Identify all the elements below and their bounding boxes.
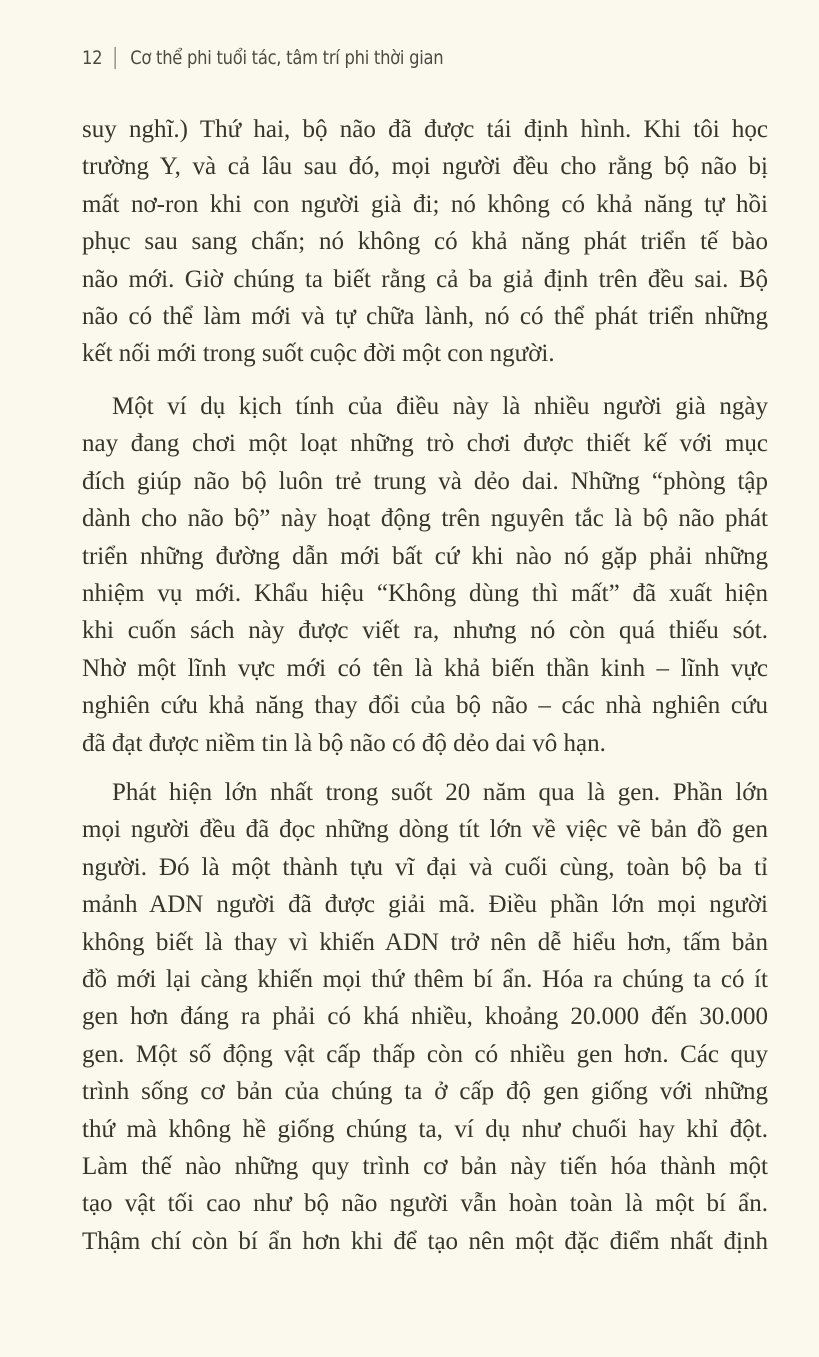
paragraph-2-line: khi cuốn sách này được viết ra, nhưng nó còn quá thiếu sót. [82,617,768,645]
paragraph-3-line: tạo vật tối cao như bộ não người vẫn hoàn toàn là một bí ẩn. [82,1190,768,1218]
page-number: 12 [82,47,103,69]
paragraph-3-line: đồ mới lại càng khiến mọi thứ thêm bí ẩn. Hóa ra chúng ta có ít [82,966,768,993]
paragraph-3-line: mảnh ADN người đã được giải mã. Điều phần lớn mọi người [82,891,768,919]
paragraph-3-line: Làm thế nào những quy trình cơ bản này tiến hóa thành một [82,1153,768,1180]
paragraph-2-line: Nhờ một lĩnh vực mới có tên là khả biến thần kinh – lĩnh vực [82,654,768,682]
paragraph-3-line: gen. Một số động vật cấp thấp còn có nhiều gen hơn. Các quy [82,1040,768,1068]
paragraph-2-line: đích giúp não bộ luôn trẻ trung và dẻo dai. Những “phòng tập [82,467,768,495]
paragraph-3-line: thứ mà không hề giống chúng ta, ví dụ như chuối hay khỉ đột. [82,1115,768,1143]
paragraph-3-line: gen hơn đáng ra phải có khá nhiều, khoảng 20.000 đến 30.000 [82,1003,768,1031]
paragraph-2-line: nhiệm vụ mới. Khẩu hiệu “Không dùng thì mất” đã xuất hiện [82,580,768,607]
paragraph-2-line: nghiên cứu khả năng thay đổi của bộ não – các nhà nghiên cứu [82,692,768,720]
paragraph-1-line: kết nối mới trong suốt cuộc đời một con người. [82,340,555,368]
paragraph-2-line: dành cho não bộ” này hoạt động trên nguyên tắc là bộ não phát [82,505,768,533]
paragraph-1-line: mất nơ-ron khi con người già đi; nó không có khả năng tự hồi [82,190,768,218]
paragraph-1-line: suy nghĩ.) Thứ hai, bộ não đã được tái định hình. Khi tôi học [82,116,768,143]
paragraph-2-line: Một ví dụ kịch tính của điều này là nhiều người già ngày [112,393,768,420]
paragraph-1-line: não có thể làm mới và tự chữa lành, nó có thể phát triển những [82,303,768,330]
paragraph-3-line: Phát hiện lớn nhất trong suốt 20 năm qua là gen. Phần lớn [112,779,768,806]
header-divider [114,47,115,69]
running-header [82,42,443,74]
paragraph-3-line: không biết là thay vì khiến ADN trở nên dễ hiểu hơn, tấm bản [82,928,768,956]
paragraph-2-line: triển những đường dẫn mới bất cứ khi nào nó gặp phải những [82,542,768,570]
running-title: Cơ thể phi tuổi tác, tâm trí phi thời gian [130,47,444,69]
paragraph-1-line: phục sau sang chấn; nó không có khả năng phát triển tế bào [82,228,768,256]
paragraph-3-line: người. Đó là một thành tựu vĩ đại và cuối cùng, toàn bộ ba tỉ [82,853,768,881]
paragraph-3-line: Thậm chí còn bí ẩn hơn khi để tạo nên một đặc điểm nhất định [82,1227,768,1255]
paragraph-1-line: não mới. Giờ chúng ta biết rằng cả ba giả định trên đều sai. Bộ [82,265,768,293]
paragraph-2-line: nay đang chơi một loạt những trò chơi được thiết kế với mục [82,430,768,458]
paragraph-3-line: trình sống cơ bản của chúng ta ở cấp độ gen giống với những [82,1078,768,1106]
paragraph-1-line: trường Y, và cả lâu sau đó, mọi người đều cho rằng bộ não bị [82,153,768,181]
paragraph-2-line: đã đạt được niềm tin là bộ não có độ dẻo dai vô hạn. [82,729,606,757]
paragraph-3-line: mọi người đều đã đọc những dòng tít lớn về việc vẽ bản đồ gen [82,816,768,844]
